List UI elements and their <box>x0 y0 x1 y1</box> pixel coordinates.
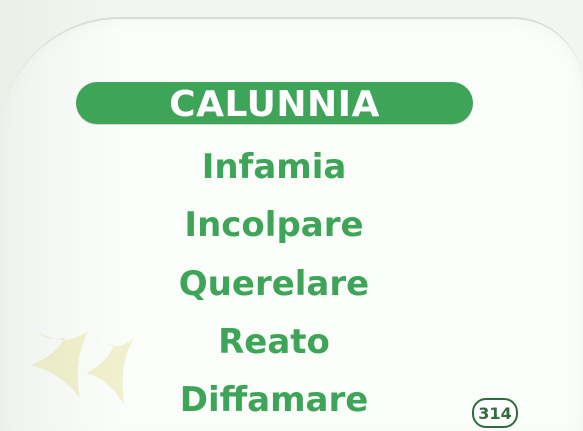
card-number-badge: 314 <box>472 398 518 428</box>
forbidden-word: Diffamare <box>179 380 369 420</box>
forbidden-word: Querelare <box>178 264 370 304</box>
forbidden-word: Reato <box>218 322 330 362</box>
card-title: CALUNNIA <box>169 83 380 125</box>
card-title-banner <box>76 82 473 124</box>
forbidden-word: Incolpare <box>184 205 364 245</box>
forbidden-word: Infamia <box>201 147 347 187</box>
